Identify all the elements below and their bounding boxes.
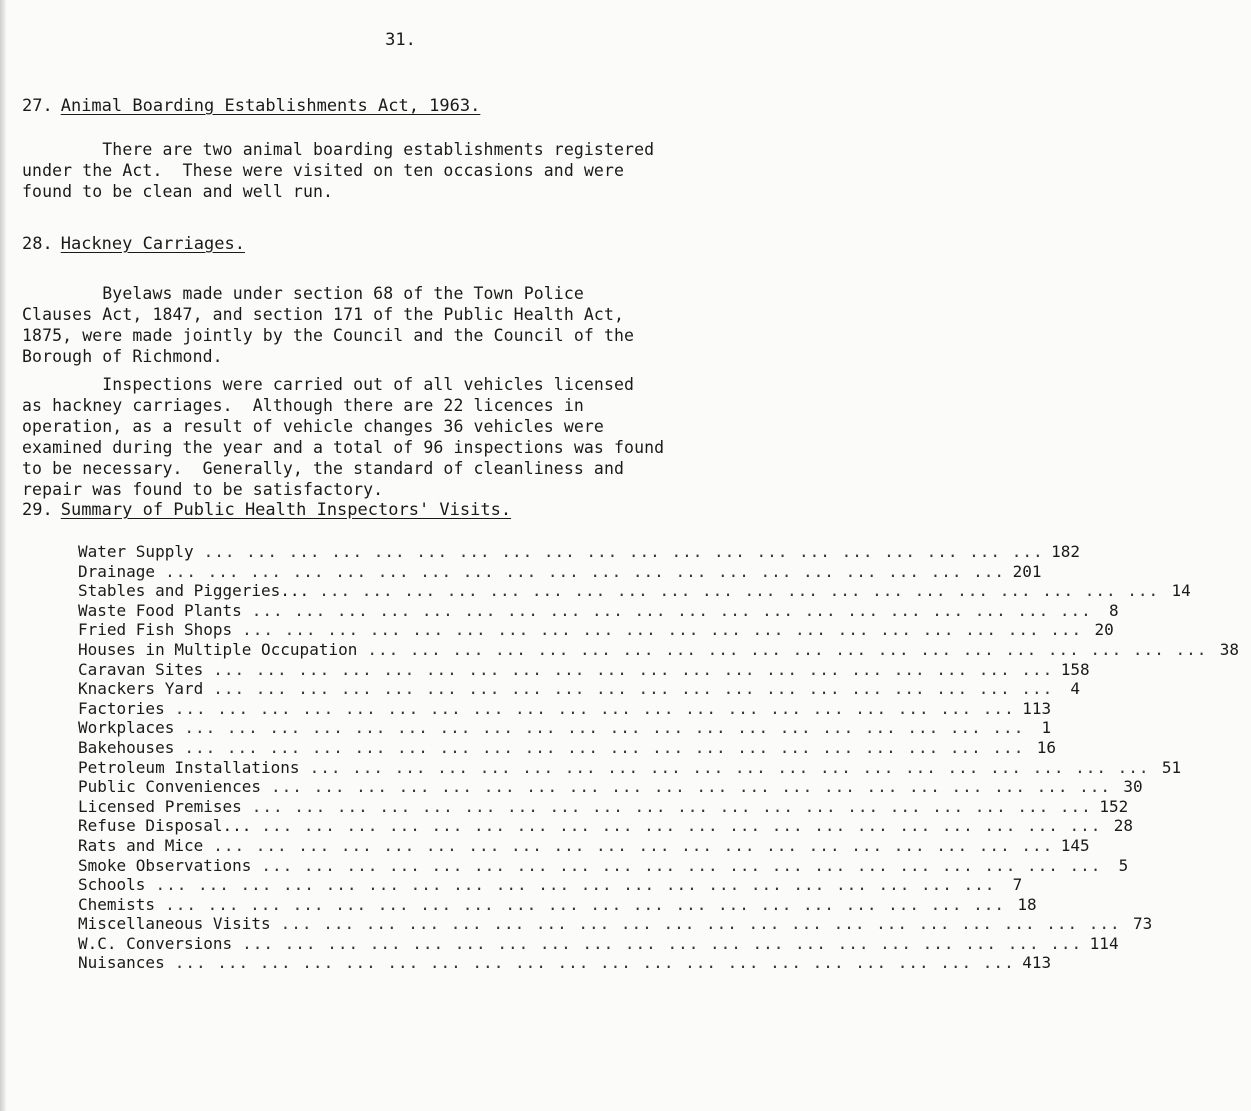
summary-label: Chemists: [78, 894, 156, 914]
summary-label: Knackers Yard: [78, 679, 204, 699]
summary-value: 28: [1113, 816, 1134, 836]
dot-leader: ... ... ... ... ... ... ... ... ... ... ... ... ... ... ... ... ... ... ... ...: [261, 855, 1102, 875]
summary-label: Schools: [78, 875, 146, 895]
summary-label: Water Supply: [78, 542, 194, 561]
page-number: 31.: [385, 30, 416, 50]
summary-value: 1: [1041, 718, 1052, 738]
summary-label: Houses in Multiple Occupation: [78, 639, 358, 659]
summary-value: 152: [1099, 796, 1129, 816]
dot-leader: ... ... ... ... ... ... ... ... ... ... ... ... ... ... ... ... ... ... ... ...: [155, 875, 996, 895]
summary-row: [78, 698, 1052, 719]
summary-label: Caravan Sites: [78, 659, 204, 679]
summary-row: [78, 581, 1191, 601]
summary-row: [78, 639, 1239, 660]
summary-value: 114: [1089, 933, 1119, 953]
section-title: Summary of Public Health Inspectors' Visits.: [60, 500, 512, 520]
section-heading-28: [22, 234, 245, 254]
dot-leader: ... ... ... ... ... ... ... ... ... ... ... ... ... ... ... ... ... ... ... ...: [242, 620, 1083, 640]
summary-value: 14: [1171, 581, 1191, 601]
page-edge-shadow: [0, 0, 6, 1111]
summary-value: 182: [1051, 542, 1081, 561]
summary-label: Petroleum Installations: [78, 757, 300, 777]
section-heading-27: [22, 96, 480, 116]
section-27-paragraph: There are two animal boarding establishments registered under the Act. These were visited on ten occasions and were found to be clean and well run.: [22, 140, 655, 201]
summary-value: 158: [1060, 659, 1090, 679]
summary-row: [78, 718, 1052, 738]
section-title: Animal Boarding Establishments Act, 1963.: [60, 96, 481, 116]
summary-row: [78, 914, 1153, 934]
summary-row: [78, 816, 1134, 836]
dot-leader: ... ... ... ... ... ... ... ... ... ... ... ... ... ... ... ... ... ... ... ...: [213, 659, 1054, 679]
summary-row: [78, 855, 1129, 876]
dot-leader: ... ... ... ... ... ... ... ... ... ... ... ... ... ... ... ... ... ... ... ...: [280, 914, 1121, 934]
section-28-paragraph-inspections: Inspections were carried out of all vehicles licensed as hackney carriages. Although there are 22 licences in operation, as a result of vehicle changes 36 vehicles were examined during the year and a total of 96 inspections was found to be necessary. Generally, the standard of cleanliness and repair was found to be satisfactory.: [22, 375, 665, 499]
summary-value: 51: [1161, 757, 1182, 777]
summary-value: 5: [1118, 855, 1129, 875]
summary-label: Workplaces: [78, 718, 175, 738]
summary-row: [78, 561, 1042, 582]
summary-row: [78, 894, 1037, 915]
dot-leader: ... ... ... ... ... ... ... ... ... ... ... ... ... ... ... ... ... ... ... ...: [213, 679, 1054, 699]
summary-value: 201: [1012, 561, 1042, 581]
summary-label: Waste Food Plants: [78, 600, 242, 620]
dot-leader: ... ... ... ... ... ... ... ... ... ... ... ... ... ... ... ... ... ... ... ...: [213, 835, 1054, 855]
summary-row: [78, 875, 1023, 895]
summary-row: [78, 659, 1090, 680]
summary-value: 18: [1017, 894, 1037, 914]
summary-row: [78, 835, 1090, 856]
summary-label: Rats and Mice: [78, 835, 204, 855]
dot-leader: ... ... ... ... ... ... ... ... ... ... ... ... ... ... ... ... ... ... ... ...: [251, 600, 1092, 620]
dot-leader: ... ... ... ... ... ... ... ... ... ... ... ... ... ... ... ... ... ... ... ...: [184, 737, 1025, 757]
summary-row: [78, 757, 1182, 778]
section-28-paragraph-byelaws: Byelaws made under section 68 of the Town Police Clauses Act, 1847, and section 171 of the Public Health Act, 1875, were made jointly by the Council and the Council of the Borough of Richmond.: [22, 284, 635, 366]
dot-leader: ... ... ... ... ... ... ... ... ... ... ... ... ... ... ... ... ... ... ... ...: [261, 816, 1102, 836]
section-title: Hackney Carriages.: [60, 234, 245, 254]
dot-leader: ... ... ... ... ... ... ... ... ... ... ... ... ... ... ... ... ... ... ... ...: [165, 561, 1006, 581]
dot-leader: ... ... ... ... ... ... ... ... ... ... ... ... ... ... ... ... ... ... ... ...: [174, 953, 1015, 973]
summary-value: 413: [1022, 953, 1052, 973]
dot-leader: ... ... ... ... ... ... ... ... ... ... ... ... ... ... ... ... ... ... ... ...: [309, 757, 1150, 777]
summary-label: Licensed Premises: [78, 796, 242, 816]
summary-label: Public Conveniences: [78, 777, 262, 797]
summary-label: Stables and Piggeries...: [78, 581, 310, 601]
summary-row: [78, 796, 1129, 817]
summary-row: [78, 600, 1119, 621]
summary-label: Smoke Observations: [78, 855, 252, 875]
visits-summary-table: [78, 542, 1239, 973]
dot-leader: ... ... ... ... ... ... ... ... ... ... ... ... ... ... ... ... ... ... ... ...: [203, 542, 1044, 561]
summary-label: Miscellaneous Visits: [78, 914, 271, 934]
dot-leader: ... ... ... ... ... ... ... ... ... ... ... ... ... ... ... ... ... ... ... ...: [174, 698, 1015, 718]
dot-leader: ... ... ... ... ... ... ... ... ... ... ... ... ... ... ... ... ... ... ... ...: [184, 718, 1025, 738]
summary-label: Nuisances: [78, 953, 165, 973]
summary-row: [78, 737, 1056, 758]
dot-leader: ... ... ... ... ... ... ... ... ... ... ... ... ... ... ... ... ... ... ... ...: [319, 581, 1160, 601]
summary-label: W.C. Conversions: [78, 933, 233, 953]
dot-leader: ... ... ... ... ... ... ... ... ... ... ... ... ... ... ... ... ... ... ... ...: [242, 933, 1083, 953]
summary-row: [78, 953, 1052, 973]
summary-row: [78, 933, 1119, 954]
summary-value: 20: [1094, 620, 1114, 640]
summary-value: 145: [1060, 835, 1090, 855]
summary-label: Factories: [78, 698, 165, 718]
summary-value: 16: [1036, 737, 1056, 757]
summary-label: Drainage: [78, 561, 156, 581]
section-number: 29.: [22, 500, 53, 520]
summary-row: [78, 542, 1081, 562]
summary-value: 38: [1219, 639, 1239, 659]
summary-label: Refuse Disposal...: [78, 816, 252, 836]
summary-value: 7: [1012, 875, 1023, 895]
section-number: 28.: [22, 234, 53, 254]
section-heading-29: [22, 500, 511, 520]
summary-row: [78, 777, 1143, 797]
dot-leader: ... ... ... ... ... ... ... ... ... ... ... ... ... ... ... ... ... ... ... ...: [271, 777, 1112, 797]
summary-value: 113: [1022, 698, 1052, 718]
summary-value: 4: [1070, 679, 1081, 699]
summary-row: [78, 679, 1081, 699]
summary-value: 73: [1133, 914, 1153, 934]
dot-leader: ... ... ... ... ... ... ... ... ... ... ... ... ... ... ... ... ... ... ... ...: [165, 894, 1006, 914]
summary-value: 8: [1108, 600, 1119, 620]
summary-label: Bakehouses: [78, 737, 175, 757]
summary-value: 30: [1123, 777, 1143, 797]
summary-label: Fried Fish Shops: [78, 620, 233, 640]
section-number: 27.: [22, 96, 53, 116]
summary-row: [78, 620, 1114, 640]
dot-leader: ... ... ... ... ... ... ... ... ... ... ... ... ... ... ... ... ... ... ... ...: [367, 639, 1208, 659]
dot-leader: ... ... ... ... ... ... ... ... ... ... ... ... ... ... ... ... ... ... ... ...: [251, 796, 1092, 816]
